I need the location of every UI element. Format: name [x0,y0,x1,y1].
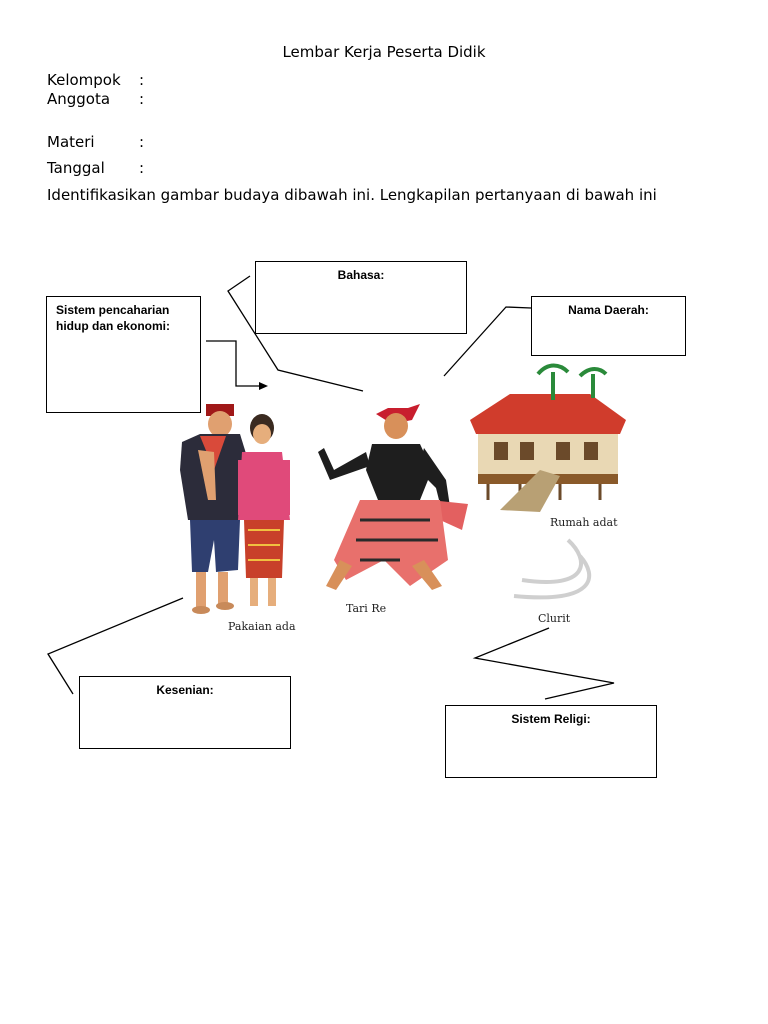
sistem-pencaharian-label: Sistem pencaharian hidup dan ekonomi: [56,303,170,333]
tari-figure [318,404,468,590]
sistem-pencaharian-box[interactable] [46,296,201,413]
sistem-religi-label: Sistem Religi: [511,712,591,726]
nama-daerah-label: Nama Daerah: [568,303,649,317]
tanggal-label: Tanggal [47,159,105,177]
clurit-caption: Clurit [538,612,571,625]
anggota-colon: : [139,90,145,108]
materi-label: Materi [47,133,95,151]
bahasa-label: Bahasa: [337,268,385,282]
rumah-caption: Rumah adat [550,516,618,529]
kesenian-label: Kesenian: [156,683,214,697]
pakaian-adat-woman-figure [238,414,290,606]
pakaian-adat-figure [180,404,248,614]
sistem-religi-box[interactable] [445,705,657,778]
kesenian-box[interactable] [79,676,291,749]
kelompok-colon: : [139,71,145,89]
rumah-adat-figure [470,366,626,513]
kelompok-label: Kelompok [47,71,121,89]
clurit-figure [514,540,589,597]
anggota-label: Anggota [47,90,111,108]
culture-illustration [180,366,626,634]
nama-daerah-box[interactable] [531,296,686,356]
pakaian-caption: Pakaian ada [228,620,296,633]
page-title: Lembar Kerja Peserta Didik [282,43,486,61]
instruction-text: Identifikasikan gambar budaya dibawah ini. Lengkapilan pertanyaan di bawah ini [47,186,657,204]
materi-colon: : [139,133,145,151]
tanggal-colon: : [139,159,145,177]
bahasa-box[interactable] [255,261,467,334]
tari-caption: Tari Re [346,602,387,615]
